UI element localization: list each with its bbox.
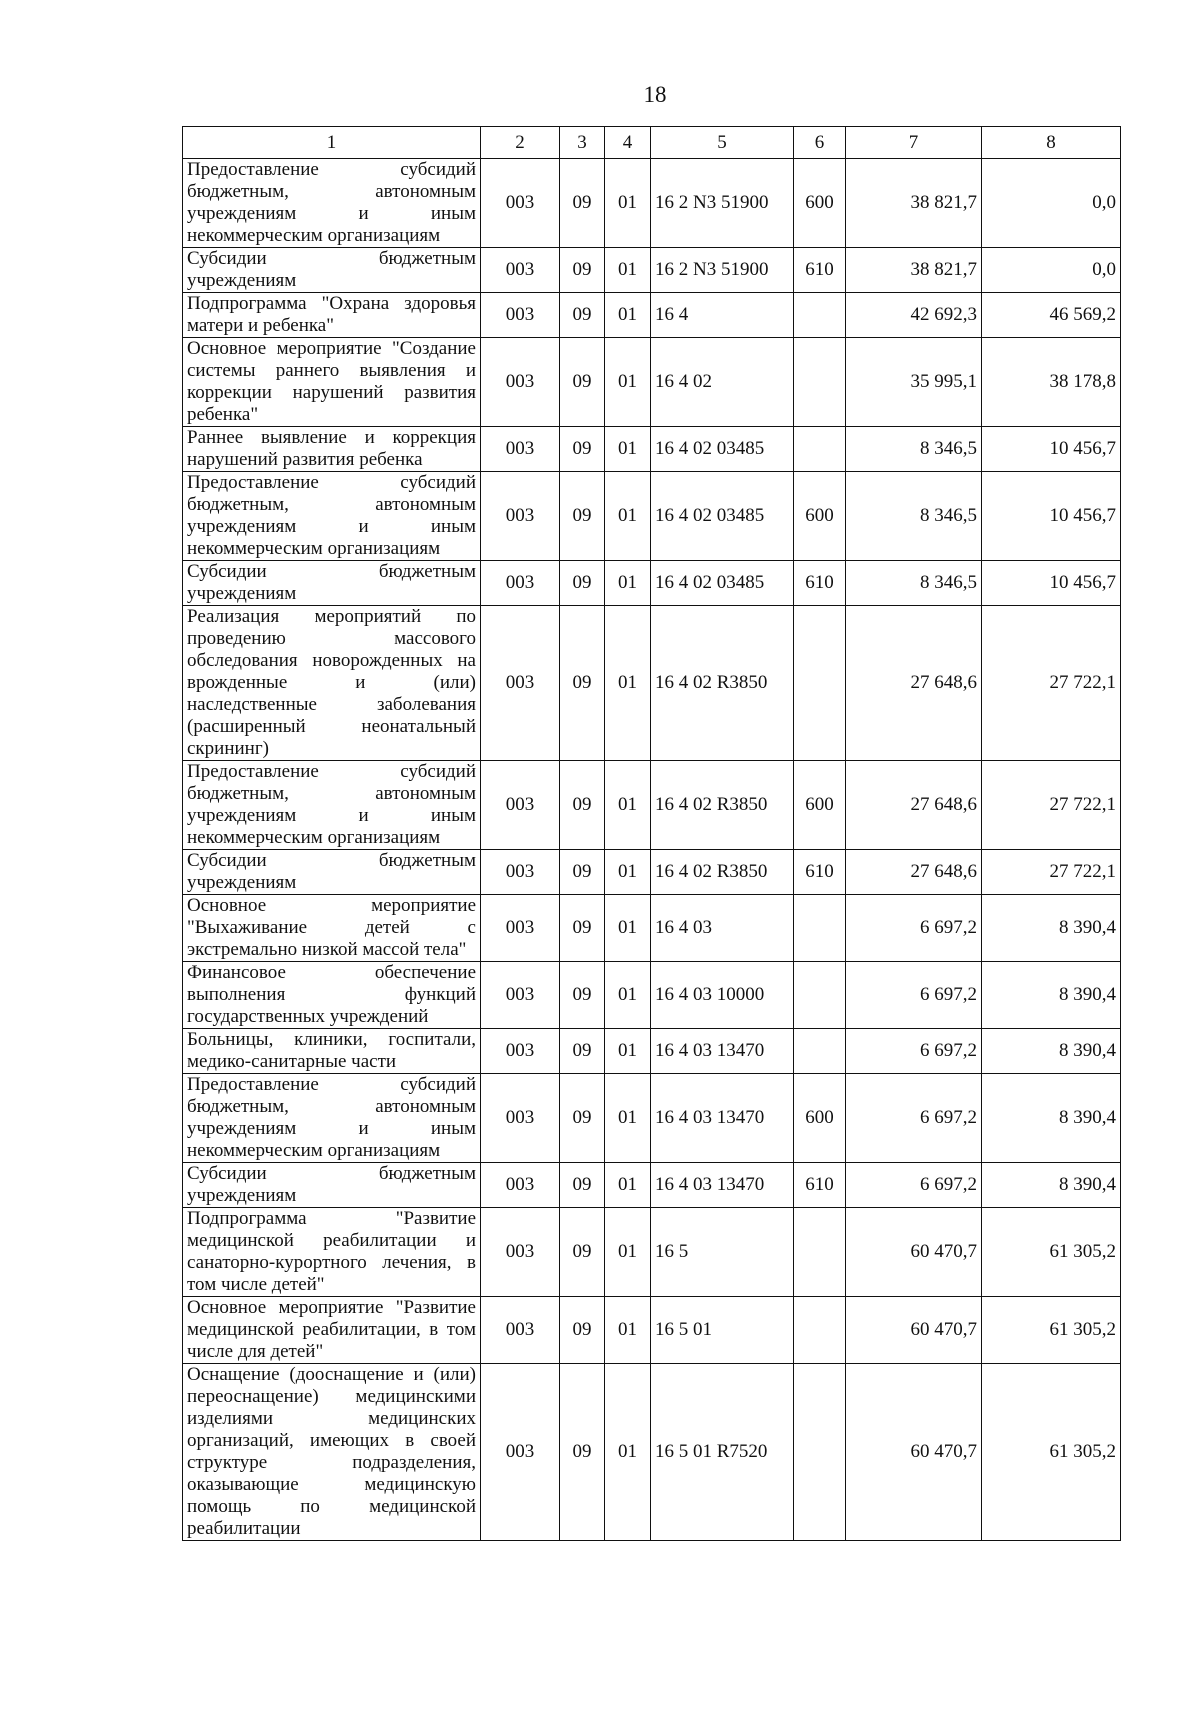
expense-type-cell: 610 xyxy=(794,248,846,293)
expense-type-cell: 610 xyxy=(794,561,846,606)
section-code-cell: 09 xyxy=(560,248,605,293)
ministry-code-cell: 003 xyxy=(481,1364,560,1541)
section-code-cell: 09 xyxy=(560,561,605,606)
ministry-code-cell: 003 xyxy=(481,427,560,472)
expense-type-cell xyxy=(794,1029,846,1074)
amount-year2-cell: 61 305,2 xyxy=(982,1364,1121,1541)
subsection-code-cell: 01 xyxy=(605,895,651,962)
target-article-cell: 16 2 N3 51900 xyxy=(651,248,794,293)
table-row xyxy=(183,895,1121,962)
subsection-code-cell: 01 xyxy=(605,606,651,761)
section-code-cell: 09 xyxy=(560,1297,605,1364)
section-code-cell: 09 xyxy=(560,606,605,761)
target-article-cell: 16 2 N3 51900 xyxy=(651,159,794,248)
budget-table xyxy=(182,126,1121,1541)
amount-year1-cell: 6 697,2 xyxy=(846,1074,982,1163)
expense-type-cell: 600 xyxy=(794,1074,846,1163)
ministry-code-cell: 003 xyxy=(481,248,560,293)
table-row xyxy=(183,1163,1121,1208)
item-name-cell: Подпрограмма "Охрана здоровья матери и ребенка" xyxy=(183,293,481,338)
section-code-cell: 09 xyxy=(560,962,605,1029)
amount-year1-cell: 38 821,7 xyxy=(846,159,982,248)
ministry-code-cell: 003 xyxy=(481,472,560,561)
ministry-code-cell: 003 xyxy=(481,606,560,761)
section-code-cell: 09 xyxy=(560,338,605,427)
expense-type-cell: 600 xyxy=(794,761,846,850)
subsection-code-cell: 01 xyxy=(605,1297,651,1364)
subsection-code-cell: 01 xyxy=(605,427,651,472)
item-name-cell: Больницы, клиники, госпитали, медико-санитарные части xyxy=(183,1029,481,1074)
item-name-cell: Основное мероприятие "Создание системы раннего выявления и коррекции нарушений развития ребенка" xyxy=(183,338,481,427)
header-cell: 6 xyxy=(794,127,846,159)
expense-type-cell xyxy=(794,1208,846,1297)
table-row xyxy=(183,293,1121,338)
ministry-code-cell: 003 xyxy=(481,1297,560,1364)
table-row xyxy=(183,561,1121,606)
amount-year2-cell: 8 390,4 xyxy=(982,1163,1121,1208)
ministry-code-cell: 003 xyxy=(481,159,560,248)
amount-year2-cell: 8 390,4 xyxy=(982,962,1121,1029)
section-code-cell: 09 xyxy=(560,850,605,895)
header-cell: 4 xyxy=(605,127,651,159)
table-row xyxy=(183,427,1121,472)
amount-year2-cell: 61 305,2 xyxy=(982,1297,1121,1364)
item-name-cell: Предоставление субсидий бюджетным, автономным учреждениям и иным некоммерческим организациям xyxy=(183,159,481,248)
item-name-cell: Подпрограмма "Развитие медицинской реабилитации и санаторно-курортного лечения, в том числе детей" xyxy=(183,1208,481,1297)
subsection-code-cell: 01 xyxy=(605,472,651,561)
table-row xyxy=(183,159,1121,248)
header-cell: 1 xyxy=(183,127,481,159)
subsection-code-cell: 01 xyxy=(605,850,651,895)
ministry-code-cell: 003 xyxy=(481,962,560,1029)
amount-year2-cell: 8 390,4 xyxy=(982,895,1121,962)
item-name-cell: Субсидии бюджетным учреждениям xyxy=(183,561,481,606)
expense-type-cell: 600 xyxy=(794,472,846,561)
target-article-cell: 16 4 02 R3850 xyxy=(651,850,794,895)
subsection-code-cell: 01 xyxy=(605,761,651,850)
subsection-code-cell: 01 xyxy=(605,1163,651,1208)
page-number: 18 xyxy=(643,82,667,107)
item-name-cell: Предоставление субсидий бюджетным, автономным учреждениям и иным некоммерческим организациям xyxy=(183,1074,481,1163)
item-name-cell: Субсидии бюджетным учреждениям xyxy=(183,1163,481,1208)
table-row xyxy=(183,1208,1121,1297)
table-row xyxy=(183,472,1121,561)
amount-year1-cell: 27 648,6 xyxy=(846,850,982,895)
subsection-code-cell: 01 xyxy=(605,561,651,606)
expense-type-cell xyxy=(794,962,846,1029)
target-article-cell: 16 4 02 R3850 xyxy=(651,761,794,850)
ministry-code-cell: 003 xyxy=(481,293,560,338)
item-name-cell: Субсидии бюджетным учреждениям xyxy=(183,850,481,895)
ministry-code-cell: 003 xyxy=(481,1208,560,1297)
amount-year1-cell: 27 648,6 xyxy=(846,606,982,761)
expense-type-cell: 600 xyxy=(794,159,846,248)
item-name-cell: Основное мероприятие "Развитие медицинской реабилитации, в том числе для детей" xyxy=(183,1297,481,1364)
item-name-cell: Реализация мероприятий по проведению массового обследования новорожденных на врожденные и (или) наследственные заболевания (расширенный неонатальный скрининг) xyxy=(183,606,481,761)
item-name-cell: Раннее выявление и коррекция нарушений развития ребенка xyxy=(183,427,481,472)
amount-year2-cell: 8 390,4 xyxy=(982,1029,1121,1074)
header-cell: 3 xyxy=(560,127,605,159)
table-row xyxy=(183,1074,1121,1163)
amount-year2-cell: 27 722,1 xyxy=(982,606,1121,761)
target-article-cell: 16 4 02 03485 xyxy=(651,472,794,561)
section-code-cell: 09 xyxy=(560,1074,605,1163)
section-code-cell: 09 xyxy=(560,1208,605,1297)
subsection-code-cell: 01 xyxy=(605,338,651,427)
amount-year1-cell: 6 697,2 xyxy=(846,962,982,1029)
subsection-code-cell: 01 xyxy=(605,962,651,1029)
amount-year1-cell: 8 346,5 xyxy=(846,561,982,606)
subsection-code-cell: 01 xyxy=(605,1074,651,1163)
amount-year2-cell: 46 569,2 xyxy=(982,293,1121,338)
section-code-cell: 09 xyxy=(560,1163,605,1208)
amount-year1-cell: 60 470,7 xyxy=(846,1208,982,1297)
item-name-cell: Оснащение (дооснащение и (или) переоснащение) медицинскими изделиями медицинских организаций, имеющих в своей структуре подразделения, оказывающие медицинскую помощь по медицинской реабилитации xyxy=(183,1364,481,1541)
section-code-cell: 09 xyxy=(560,761,605,850)
ministry-code-cell: 003 xyxy=(481,1074,560,1163)
header-cell: 7 xyxy=(846,127,982,159)
subsection-code-cell: 01 xyxy=(605,1208,651,1297)
amount-year1-cell: 27 648,6 xyxy=(846,761,982,850)
target-article-cell: 16 4 03 10000 xyxy=(651,962,794,1029)
subsection-code-cell: 01 xyxy=(605,293,651,338)
table-row xyxy=(183,761,1121,850)
subsection-code-cell: 01 xyxy=(605,248,651,293)
subsection-code-cell: 01 xyxy=(605,1029,651,1074)
section-code-cell: 09 xyxy=(560,159,605,248)
item-name-cell: Предоставление субсидий бюджетным, автономным учреждениям и иным некоммерческим организациям xyxy=(183,761,481,850)
amount-year2-cell: 61 305,2 xyxy=(982,1208,1121,1297)
target-article-cell: 16 4 02 R3850 xyxy=(651,606,794,761)
table-row xyxy=(183,1364,1121,1541)
target-article-cell: 16 4 03 13470 xyxy=(651,1163,794,1208)
amount-year1-cell: 60 470,7 xyxy=(846,1364,982,1541)
amount-year2-cell: 27 722,1 xyxy=(982,761,1121,850)
amount-year1-cell: 6 697,2 xyxy=(846,895,982,962)
ministry-code-cell: 003 xyxy=(481,850,560,895)
expense-type-cell xyxy=(794,1364,846,1541)
ministry-code-cell: 003 xyxy=(481,561,560,606)
amount-year1-cell: 6 697,2 xyxy=(846,1029,982,1074)
ministry-code-cell: 003 xyxy=(481,761,560,850)
expense-type-cell: 610 xyxy=(794,1163,846,1208)
expense-type-cell xyxy=(794,895,846,962)
target-article-cell: 16 4 03 13470 xyxy=(651,1074,794,1163)
target-article-cell: 16 4 02 xyxy=(651,338,794,427)
section-code-cell: 09 xyxy=(560,895,605,962)
section-code-cell: 09 xyxy=(560,293,605,338)
expense-type-cell xyxy=(794,1297,846,1364)
expense-type-cell xyxy=(794,427,846,472)
expense-type-cell: 610 xyxy=(794,850,846,895)
item-name-cell: Субсидии бюджетным учреждениям xyxy=(183,248,481,293)
table-row xyxy=(183,606,1121,761)
expense-type-cell xyxy=(794,293,846,338)
header-cell: 8 xyxy=(982,127,1121,159)
ministry-code-cell: 003 xyxy=(481,1163,560,1208)
amount-year1-cell: 38 821,7 xyxy=(846,248,982,293)
expense-type-cell xyxy=(794,606,846,761)
ministry-code-cell: 003 xyxy=(481,1029,560,1074)
section-code-cell: 09 xyxy=(560,427,605,472)
item-name-cell: Предоставление субсидий бюджетным, автономным учреждениям и иным некоммерческим организациям xyxy=(183,472,481,561)
amount-year1-cell: 35 995,1 xyxy=(846,338,982,427)
table-row xyxy=(183,850,1121,895)
table-row xyxy=(183,248,1121,293)
section-code-cell: 09 xyxy=(560,1029,605,1074)
amount-year1-cell: 8 346,5 xyxy=(846,472,982,561)
section-code-cell: 09 xyxy=(560,472,605,561)
amount-year2-cell: 8 390,4 xyxy=(982,1074,1121,1163)
amount-year2-cell: 27 722,1 xyxy=(982,850,1121,895)
target-article-cell: 16 5 01 R7520 xyxy=(651,1364,794,1541)
amount-year2-cell: 10 456,7 xyxy=(982,561,1121,606)
target-article-cell: 16 4 02 03485 xyxy=(651,427,794,472)
item-name-cell: Финансовое обеспечение выполнения функций государственных учреждений xyxy=(183,962,481,1029)
table-row xyxy=(183,338,1121,427)
target-article-cell: 16 5 01 xyxy=(651,1297,794,1364)
target-article-cell: 16 5 xyxy=(651,1208,794,1297)
ministry-code-cell: 003 xyxy=(481,895,560,962)
amount-year2-cell: 0,0 xyxy=(982,159,1121,248)
subsection-code-cell: 01 xyxy=(605,159,651,248)
header-cell: 5 xyxy=(651,127,794,159)
amount-year1-cell: 6 697,2 xyxy=(846,1163,982,1208)
target-article-cell: 16 4 xyxy=(651,293,794,338)
table-header-row xyxy=(183,127,1121,159)
table-row xyxy=(183,1297,1121,1364)
table-body xyxy=(183,159,1121,1541)
amount-year1-cell: 60 470,7 xyxy=(846,1297,982,1364)
amount-year1-cell: 8 346,5 xyxy=(846,427,982,472)
header-cell: 2 xyxy=(481,127,560,159)
target-article-cell: 16 4 02 03485 xyxy=(651,561,794,606)
subsection-code-cell: 01 xyxy=(605,1364,651,1541)
section-code-cell: 09 xyxy=(560,1364,605,1541)
amount-year2-cell: 0,0 xyxy=(982,248,1121,293)
table-row xyxy=(183,1029,1121,1074)
target-article-cell: 16 4 03 xyxy=(651,895,794,962)
expense-type-cell xyxy=(794,338,846,427)
amount-year2-cell: 38 178,8 xyxy=(982,338,1121,427)
table-row xyxy=(183,962,1121,1029)
amount-year2-cell: 10 456,7 xyxy=(982,427,1121,472)
target-article-cell: 16 4 03 13470 xyxy=(651,1029,794,1074)
amount-year1-cell: 42 692,3 xyxy=(846,293,982,338)
ministry-code-cell: 003 xyxy=(481,338,560,427)
item-name-cell: Основное мероприятие "Выхаживание детей с экстремально низкой массой тела" xyxy=(183,895,481,962)
amount-year2-cell: 10 456,7 xyxy=(982,472,1121,561)
